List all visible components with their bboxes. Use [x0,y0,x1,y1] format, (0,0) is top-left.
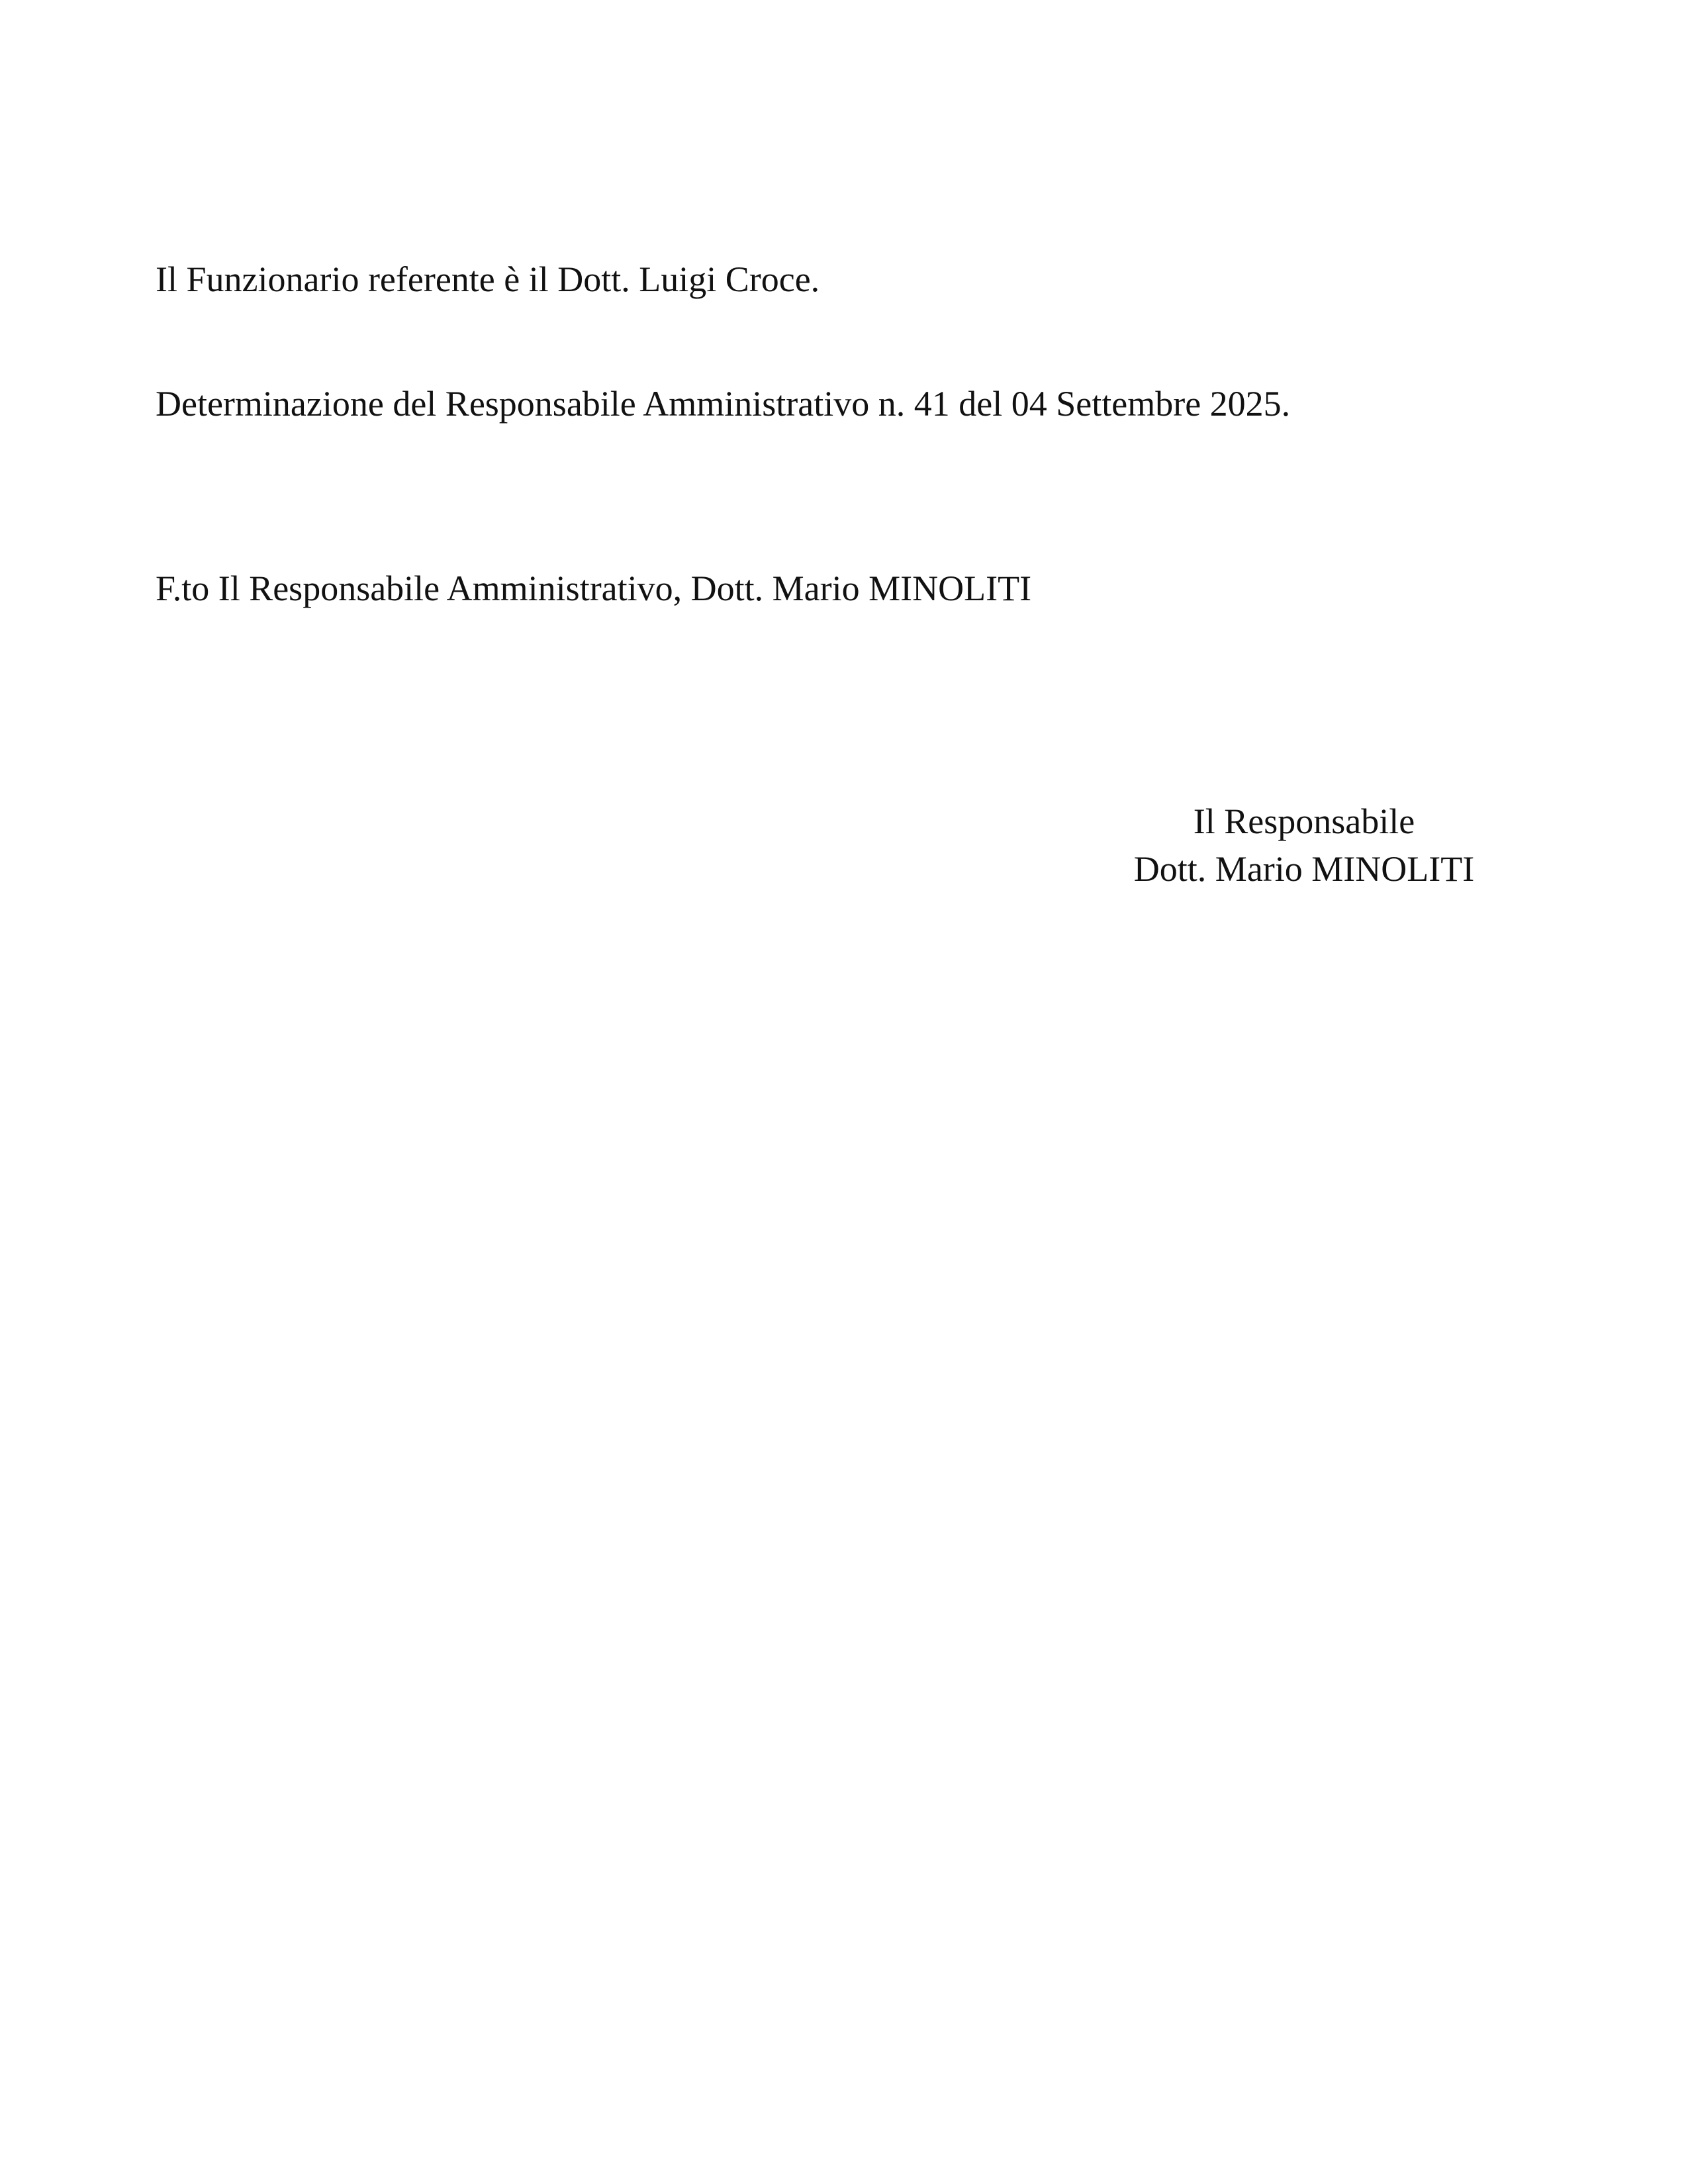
signed-by-paragraph: F.to Il Responsabile Amministrativo, Dott. Mario MINOLITI [156,569,1032,608]
signature-block [1125,797,1483,893]
signature-name: Dott. Mario MINOLITI [1133,849,1475,889]
determination-reference-paragraph: Determinazione del Responsabile Amministrativo n. 41 del 04 Settembre 2025. [156,384,1291,424]
referent-official-paragraph: Il Funzionario referente è il Dott. Luigi Croce. [156,259,820,299]
signature-title: Il Responsabile [1193,801,1415,841]
